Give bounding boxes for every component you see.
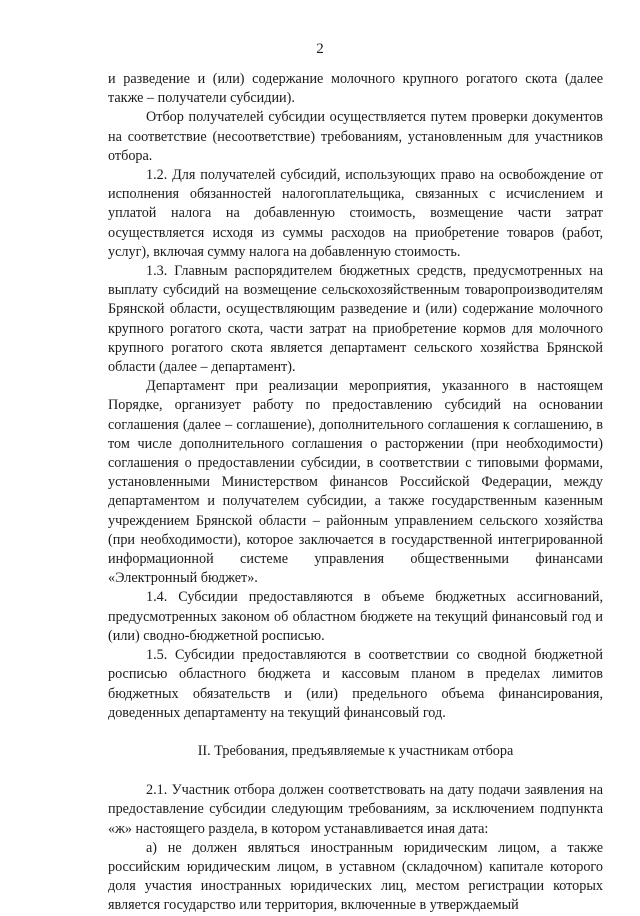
page-number: 2: [316, 41, 324, 57]
document-body: [108, 70, 603, 916]
section-heading: II. Требования, предъявляемые к участникам отбора: [197, 742, 514, 759]
paragraph-department-agreement: Департамент при реализации мероприятия, указанного в настоящем Порядке, организует работу по предоставлению субсидий на основании соглашения (далее – соглашение), дополнительного соглашения к соглашению, в том числе дополнительного соглашения о расторжении (при необходимости) соглашения о предоставлении субсидии, в соответствии с типовыми формами, установленными Министерством финансов Российской Федерации, между департаментом и получателем субсидии, а также государственным казенным учреждением Брянской области – районным управлением сельского хозяйства (при необходимости), которое заключается в государственной интегрированной информационной системе управления общественными финансами «Электронный бюджет».: [108, 378, 603, 587]
paragraph-1-5: 1.5. Субсидии предоставляются в соответствии со сводной бюджетной росписью областного бюджета и кассовым планом в пределах лимитов бюджетных обязательств и (или) предельного объема финансирования, доведенных департаменту на текущий финансовый год.: [108, 647, 603, 721]
paragraph-1-2: 1.2. Для получателей субсидий, использующих право на освобождение от исполнения обязанностей налогоплательщика, связанных с исчислением и уплатой налога на добавленную стоимость, возмещение части затрат осуществляется исходя из суммы расходов на приобретение товаров (работ, услуг), включая сумму налога на добавленную стоимость.: [108, 167, 603, 260]
paragraph-continuation: и разведение и (или) содержание молочного крупного рогатого скота (далее также – получатели субсидии).: [108, 71, 603, 107]
paragraph-selection-procedure: Отбор получателей субсидии осуществляется путем проверки документов на соответствие (несоответствие) требованиям, установленным для участников отбора.: [108, 109, 603, 164]
paragraph-2-1-a: а) не должен являться иностранным юридическим лицом, а также российским юридическим лицом, в уставном (складочном) капитале которого доля участия иностранных юридических лиц, местом регистрации которых является государство или территория, включенные в утверждаемый: [108, 839, 603, 914]
paragraph-1-3: 1.3. Главным распорядителем бюджетных средств, предусмотренных на выплату субсидий на возмещение сельскохозяйственным товаропроизводителям Брянской области, осуществляющим разведение и (или) содержание молочного крупного рогатого скота, части затрат на приобретение кормов для молочного крупного рогатого скота является департамент сельского хозяйства Брянской области (далее – департамент).: [108, 263, 603, 376]
paragraph-1-4: 1.4. Субсидии предоставляются в объеме бюджетных ассигнований, предусмотренных законом об областном бюджете на текущий финансовый год и (или) сводно-бюджетной росписью.: [108, 589, 603, 644]
paragraph-2-1: 2.1. Участник отбора должен соответствовать на дату подачи заявления на предоставление субсидии следующим требованиям, за исключением подпункта «ж» настоящего раздела, в котором устанавливается иная дата:: [108, 782, 603, 837]
